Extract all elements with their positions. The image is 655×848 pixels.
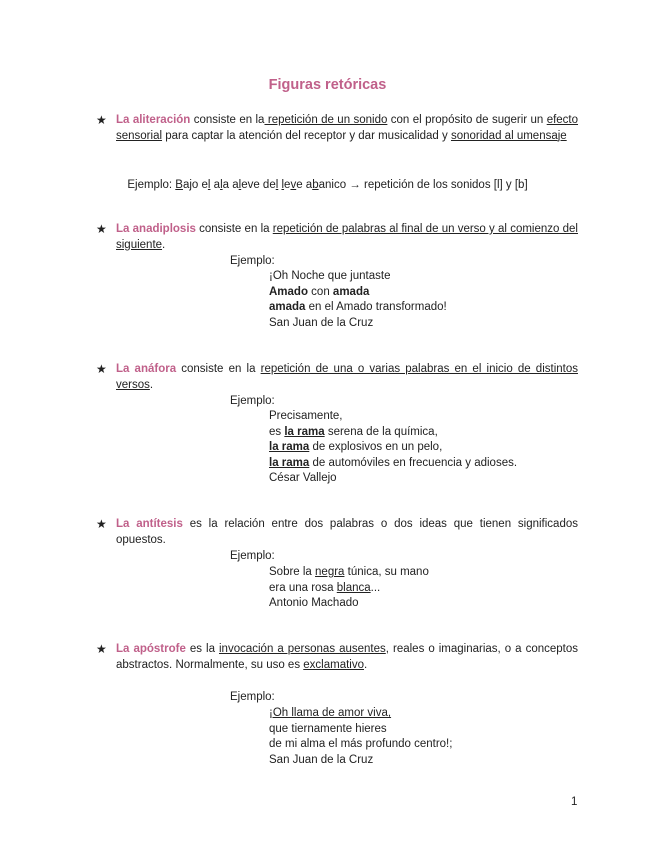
definition-text: consiste en la [190,114,265,126]
poem-text: en el Amado transformado! [305,301,447,314]
example-text: eve de [241,179,276,191]
poem-text: serena de la química, [324,425,438,438]
poem-line: ¡Oh llama de amor viva, [269,707,392,719]
poem-text: es [269,425,285,438]
key-phrase: repetición de un sonido [264,114,388,126]
emphasized-word: la rama [269,456,310,469]
poem-line [269,456,517,472]
definition-text: es la [185,643,219,655]
star-bullet-icon: ★ [96,362,107,376]
example-sound: v [290,179,297,191]
example-sound: l [281,179,285,191]
term: La antítesis [116,518,183,530]
example-poem [269,269,447,331]
emphasized-word: amada [269,301,306,314]
definition-paragraph [116,642,578,673]
example-sound: b [312,179,319,191]
key-phrase: exclamativo [303,658,364,671]
poem-line [269,440,517,456]
term: La anadiplosis [116,223,196,235]
poem-text: con [307,285,333,298]
poem-text: túnica, su mano [344,566,429,578]
example-line [0,178,655,194]
page-title: Figuras retóricas [268,77,387,93]
definition-text: consiste en la [176,363,261,375]
example-text: a a [222,179,239,191]
poem-line: ¡Oh Noche que juntaste [269,270,391,282]
page-number: 1 [571,796,578,808]
section-aliteracion [96,113,578,144]
star-bullet-icon: ★ [96,517,107,531]
poem-author: César Vallejo [269,472,337,485]
emphasized-word: negra [315,566,345,578]
poem-author: Antonio Machado [269,597,359,610]
example-label: Ejemplo: [230,395,275,407]
example-sound: l [275,179,279,191]
emphasized-word: la rama [284,425,325,438]
key-phrase: efecto sensorial [116,114,579,142]
example-text: a [210,179,221,191]
definition-text: con el propósito de sugerir un [387,114,547,126]
poem-line [269,581,429,597]
star-bullet-icon: ★ [96,113,107,127]
example-sound: l [207,179,211,191]
poem-text: ... [370,581,381,594]
poem-line: de mi alma el más profundo centro!; [269,738,453,751]
definition-text: . [364,658,368,671]
example-label: Ejemplo: [230,255,275,267]
definition-paragraph [116,222,578,253]
example-text: ajo e [182,179,208,191]
poem-line [269,300,447,316]
definition-paragraph [116,362,578,393]
star-bullet-icon: ★ [96,642,107,656]
poem-text: de automóviles en frecuencia y adioses. [309,456,518,469]
poem-text: era una rosa [269,581,337,594]
example-text: e [284,179,291,191]
definition-text: es la relación entre dos palabras o dos ideas que tienen significados opuestos. [116,518,578,546]
term: La anáfora [116,363,177,375]
poem-author: San Juan de la Cruz [269,316,374,329]
example-label: Ejemplo: [127,179,176,191]
definition-text: consiste en la [195,223,273,235]
example-poem [269,706,452,768]
example-sound: l [220,179,223,191]
emphasized-word: Amado [269,285,308,298]
section-anadiplosis [96,222,578,253]
emphasized-word: la rama [269,441,310,454]
poem-line: Precisamente, [269,410,343,422]
example-sound: B [175,179,183,191]
poem-line [269,425,517,441]
term: La apóstrofe [116,643,186,655]
definition-paragraph [116,113,578,144]
poem-text: de explosivos en un pelo, [309,441,443,454]
term: La aliteración [116,114,191,126]
key-phrase: invocación a personas ausentes [219,643,386,655]
example-poem [269,565,429,612]
example-text: anico → repetición de los sonidos [l] y [b] [318,179,528,191]
example-label: Ejemplo: [230,691,275,703]
definition-text: para captar la atención del receptor y dar musicalidad y [162,129,451,142]
poem-author: San Juan de la Cruz [269,753,374,766]
star-bullet-icon: ★ [96,222,107,236]
emphasized-word: amada [332,285,370,298]
poem-text: Sobre la [269,566,316,578]
poem-line [269,565,429,581]
example-label: Ejemplo: [230,550,275,562]
definition-text: . [162,238,166,251]
example-sound: l [238,179,242,191]
section-anafora [96,362,578,393]
emphasized-word: blanca [336,581,371,594]
section-apostrofe [96,642,578,673]
poem-line [269,285,447,301]
definition-paragraph [116,517,578,548]
section-antitesis [96,517,578,548]
definition-text: . [149,378,154,391]
key-phrase: sonoridad al umensaje [450,129,567,142]
key-phrase: repetición de palabras al final de un verso y al comienzo del siguiente [116,223,578,251]
example-poem [269,409,517,487]
poem-line: que tiernamente hieres [269,722,387,735]
key-phrase: repetición de una o varias palabras en el inicio de distintos versos [116,363,578,391]
example-text: e a [296,179,313,191]
definition-text: , reales o imaginarias, o a conceptos abstractos. Normalmente, su uso es [116,643,579,671]
